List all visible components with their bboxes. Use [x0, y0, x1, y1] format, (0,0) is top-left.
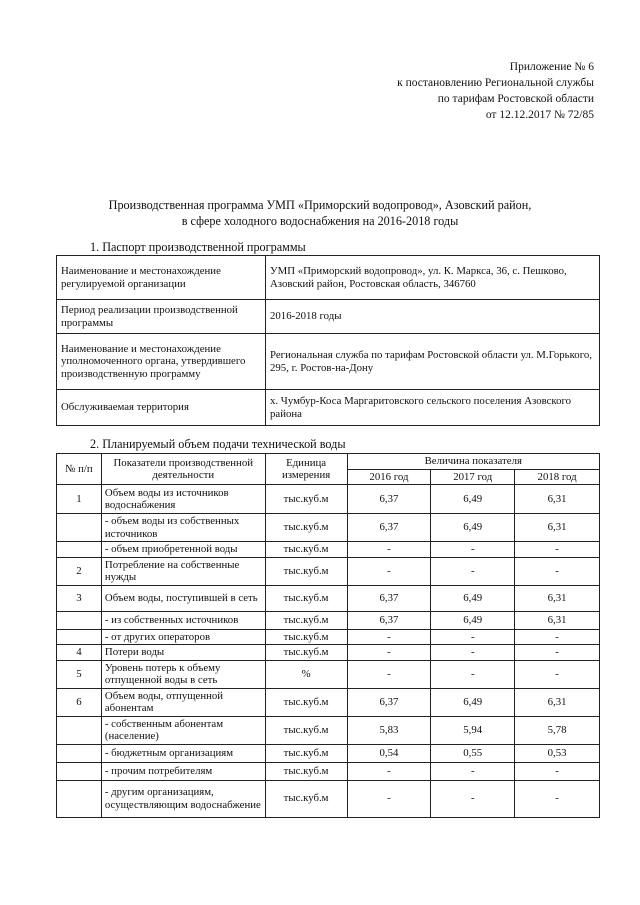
- row-value-2017: 0,55: [431, 744, 515, 762]
- row-num: [57, 744, 102, 762]
- annex-line-1: Приложение № 6: [509, 61, 594, 73]
- table-row: [57, 688, 600, 716]
- row-value-2017: -: [431, 660, 515, 688]
- row-num: 5: [57, 660, 102, 688]
- row-num: [57, 716, 102, 744]
- row-indicator: - из собственных источников: [101, 611, 265, 629]
- row-value-2016: 6,37: [347, 485, 431, 514]
- row-value-2016: -: [347, 780, 431, 817]
- row-indicator: Объем воды, отпущенной абонентам: [101, 688, 265, 716]
- row-indicator: Объем воды, поступившей в сеть: [101, 585, 265, 611]
- header-value: Величина показателя: [347, 454, 599, 470]
- table-row: [57, 611, 600, 629]
- passport-table: [56, 255, 600, 426]
- row-value-2017: -: [431, 629, 515, 645]
- row-value-2017: 6,49: [431, 585, 515, 611]
- table-row: [57, 557, 600, 585]
- row-unit: тыс.куб.м: [265, 585, 347, 611]
- passport-value: 2016-2018 годы: [266, 300, 600, 334]
- row-unit: тыс.куб.м: [265, 485, 347, 514]
- row-value-2016: -: [347, 629, 431, 645]
- table-row: [57, 645, 600, 661]
- passport-row: [57, 334, 600, 390]
- row-unit: тыс.куб.м: [265, 557, 347, 585]
- row-num: [57, 629, 102, 645]
- row-unit: тыс.куб.м: [265, 611, 347, 629]
- header-2017: 2017 год: [431, 469, 515, 485]
- header-indicator: Показатели производственной деятельности: [101, 454, 265, 485]
- row-unit: тыс.куб.м: [265, 514, 347, 542]
- row-num: 4: [57, 645, 102, 661]
- table-row: [57, 762, 600, 780]
- volume-table-body: [57, 485, 600, 818]
- row-value-2016: 0,54: [347, 744, 431, 762]
- passport-label: Период реализации производственной программы: [57, 300, 266, 334]
- section-2-heading: 2. Планируемый объем подачи технической воды: [90, 437, 346, 451]
- row-value-2018: -: [515, 645, 600, 661]
- row-indicator: - собственным абонентам (население): [101, 716, 265, 744]
- row-indicator: Потребление на собственные нужды: [101, 557, 265, 585]
- row-indicator: - от других операторов: [101, 629, 265, 645]
- row-value-2016: 6,37: [347, 611, 431, 629]
- title-line-2: в сфере холодного водоснабжения на 2016-2018 годы: [181, 213, 459, 228]
- passport-label: Наименование и местонахождение регулируемой организации: [57, 256, 266, 300]
- passport-row: [57, 256, 600, 300]
- row-value-2016: -: [347, 557, 431, 585]
- table-row: [57, 514, 600, 542]
- row-value-2017: 5,94: [431, 716, 515, 744]
- row-value-2018: 0,53: [515, 744, 600, 762]
- row-indicator: Уровень потерь к объему отпущенной воды в сеть: [101, 660, 265, 688]
- passport-row: [57, 390, 600, 426]
- row-value-2016: -: [347, 660, 431, 688]
- row-num: 1: [57, 485, 102, 514]
- annex-line-2: к постановлению Региональной службы: [397, 77, 594, 89]
- row-value-2017: -: [431, 557, 515, 585]
- row-num: [57, 514, 102, 542]
- row-value-2018: 6,31: [515, 485, 600, 514]
- row-unit: тыс.куб.м: [265, 542, 347, 558]
- row-num: 2: [57, 557, 102, 585]
- row-num: [57, 542, 102, 558]
- row-unit: тыс.куб.м: [265, 688, 347, 716]
- table-row: [57, 716, 600, 744]
- row-value-2018: 6,31: [515, 688, 600, 716]
- table-row: [57, 744, 600, 762]
- header-2018: 2018 год: [515, 469, 600, 485]
- passport-label: Обслуживаемая территория: [57, 390, 266, 426]
- volume-table: [56, 453, 600, 818]
- row-value-2017: -: [431, 762, 515, 780]
- row-value-2018: 6,31: [515, 585, 600, 611]
- section-1-heading: 1. Паспорт производственной программы: [90, 240, 306, 254]
- header-num: № п/п: [57, 454, 102, 485]
- row-indicator: - другим организациям, осуществляющим водоснабжение: [101, 780, 265, 817]
- passport-value: УМП «Приморский водопровод», ул. К. Маркса, 36, с. Пешково, Азовский район, Ростовская область, 346760: [266, 256, 600, 300]
- table-row: [57, 660, 600, 688]
- row-value-2016: -: [347, 542, 431, 558]
- row-value-2018: 6,31: [515, 514, 600, 542]
- row-unit: тыс.куб.м: [265, 716, 347, 744]
- passport-row: [57, 300, 600, 334]
- table-row: [57, 629, 600, 645]
- row-value-2018: -: [515, 780, 600, 817]
- passport-value: х. Чумбур-Коса Маргаритовского сельского поселения Азовского района: [266, 390, 600, 426]
- row-value-2016: 6,37: [347, 585, 431, 611]
- row-value-2016: 6,37: [347, 688, 431, 716]
- row-value-2016: 6,37: [347, 514, 431, 542]
- row-value-2018: -: [515, 762, 600, 780]
- annex-line-3: по тарифам Ростовской области: [437, 93, 594, 105]
- row-value-2017: -: [431, 780, 515, 817]
- row-indicator: Объем воды из источников водоснабжения: [101, 485, 265, 514]
- row-value-2016: -: [347, 645, 431, 661]
- header-2016: 2016 год: [347, 469, 431, 485]
- row-value-2016: 5,83: [347, 716, 431, 744]
- passport-label: Наименование и местонахождение уполномоченного органа, утвердившего производственную программу: [57, 334, 266, 390]
- row-value-2017: 6,49: [431, 611, 515, 629]
- passport-value: Региональная служба по тарифам Ростовской области ул. М.Горького, 295, г. Ростов-на-Дону: [266, 334, 600, 390]
- row-value-2018: 6,31: [515, 611, 600, 629]
- header-row: [57, 454, 600, 470]
- row-value-2017: 6,49: [431, 485, 515, 514]
- row-indicator: - прочим потребителям: [101, 762, 265, 780]
- table-row: [57, 585, 600, 611]
- annex-block: [397, 59, 594, 123]
- row-unit: тыс.куб.м: [265, 744, 347, 762]
- row-value-2018: -: [515, 557, 600, 585]
- row-indicator: - объем приобретенной воды: [101, 542, 265, 558]
- row-unit: %: [265, 660, 347, 688]
- header-unit: Единица измерения: [265, 454, 347, 485]
- document-title: [0, 198, 640, 229]
- row-unit: тыс.куб.м: [265, 762, 347, 780]
- row-value-2017: -: [431, 542, 515, 558]
- row-num: 6: [57, 688, 102, 716]
- row-unit: тыс.куб.м: [265, 645, 347, 661]
- row-num: [57, 780, 102, 817]
- row-value-2016: -: [347, 762, 431, 780]
- title-line-1: Производственная программа УМП «Приморский водопровод», Азовский район,: [108, 198, 532, 212]
- row-value-2017: 6,49: [431, 514, 515, 542]
- row-value-2018: -: [515, 542, 600, 558]
- row-value-2017: 6,49: [431, 688, 515, 716]
- row-value-2018: 5,78: [515, 716, 600, 744]
- row-value-2017: -: [431, 645, 515, 661]
- row-unit: тыс.куб.м: [265, 780, 347, 817]
- row-unit: тыс.куб.м: [265, 629, 347, 645]
- row-num: [57, 762, 102, 780]
- row-value-2018: -: [515, 629, 600, 645]
- annex-line-4: от 12.12.2017 № 72/85: [485, 109, 594, 121]
- row-num: [57, 611, 102, 629]
- table-row: [57, 780, 600, 817]
- row-indicator: Потери воды: [101, 645, 265, 661]
- row-value-2018: -: [515, 660, 600, 688]
- row-num: 3: [57, 585, 102, 611]
- row-indicator: - бюджетным организациям: [101, 744, 265, 762]
- table-row: [57, 485, 600, 514]
- table-row: [57, 542, 600, 558]
- row-indicator: - объем воды из собственных источников: [101, 514, 265, 542]
